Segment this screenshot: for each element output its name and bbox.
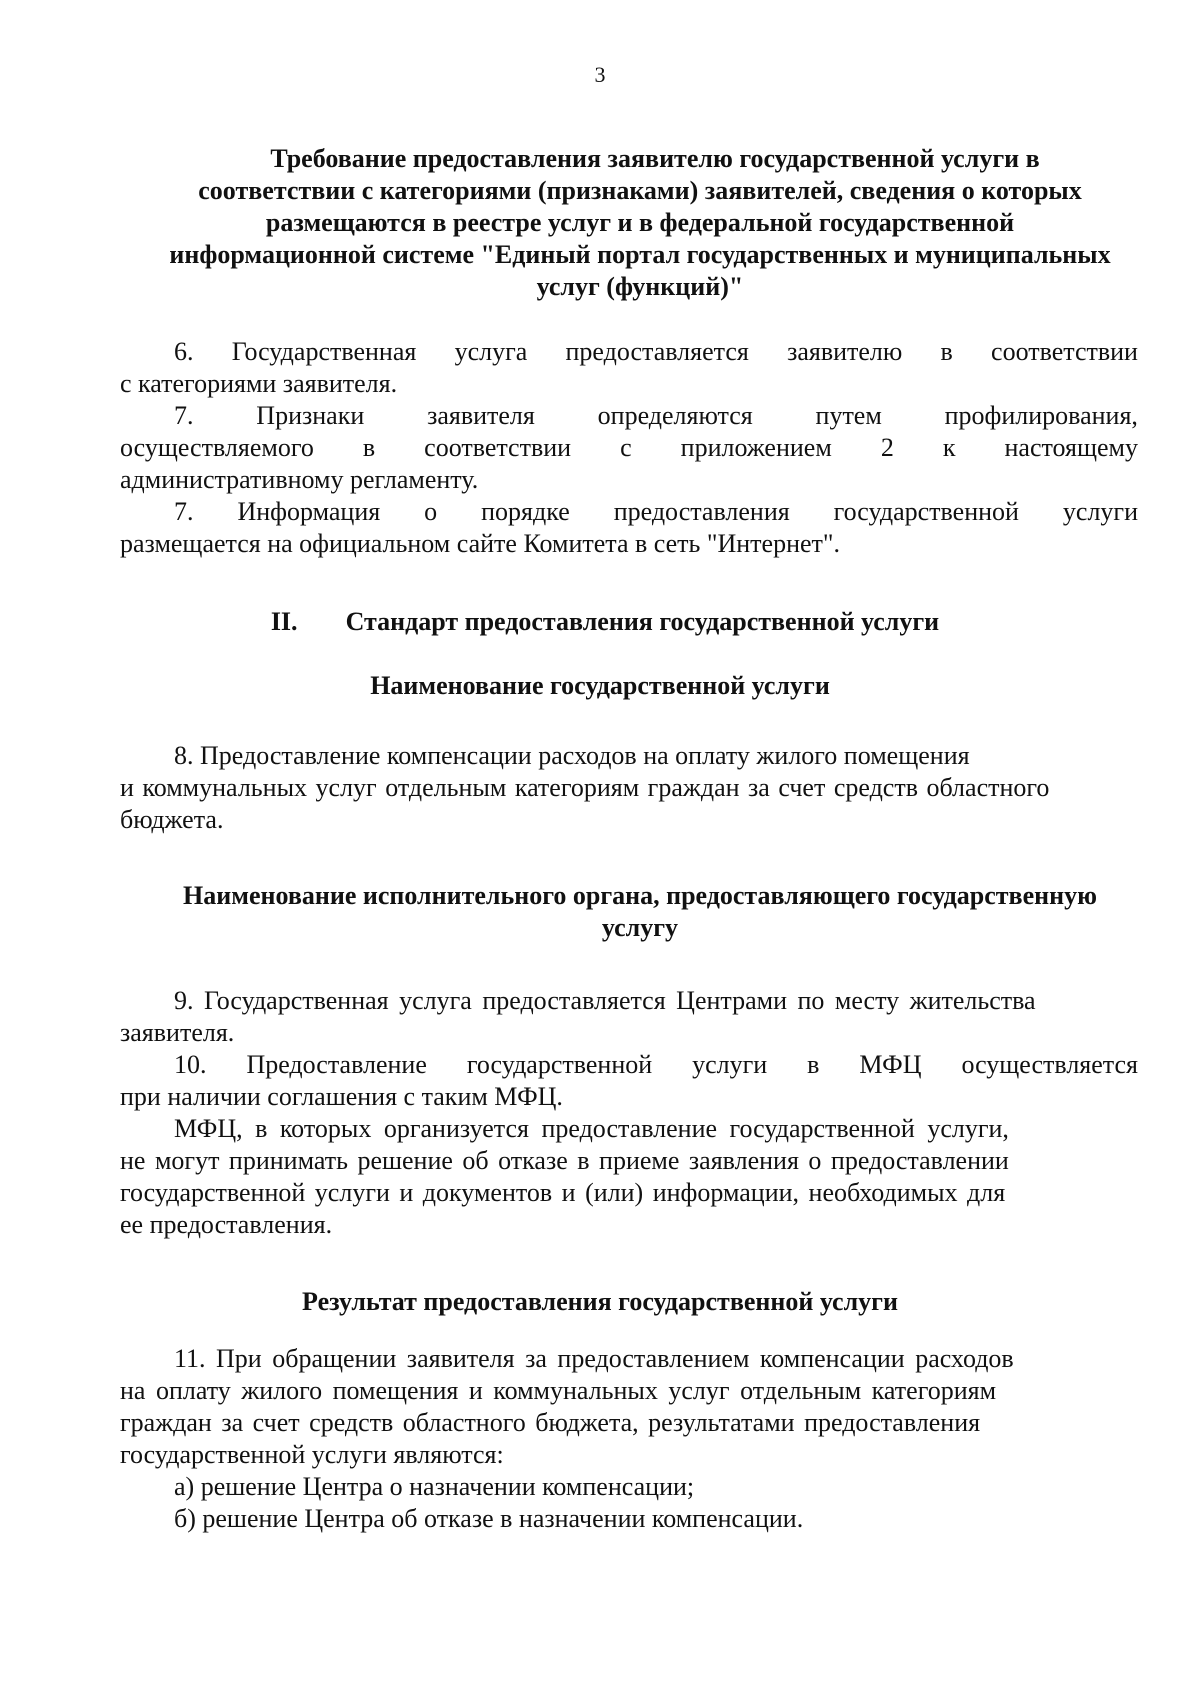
section-2-title — [0, 606, 1200, 638]
paragraph-line: с категориями заявителя. — [120, 369, 398, 398]
paragraph-line: и коммунальных услуг отдельным категориям граждан за счет средств областного — [120, 773, 1050, 802]
paragraph-line — [120, 400, 1138, 432]
paragraph-line: 9. Государственная услуга предоставляется Центрами по месту жительства — [174, 986, 1036, 1015]
paragraph-9 — [120, 985, 1138, 1049]
section-title-text: Стандарт предоставления государственной услуги — [345, 607, 940, 636]
paragraph-line: при наличии соглашения с таким МФЦ. — [120, 1082, 563, 1111]
paragraph-line: размещается на официальном сайте Комитета в сеть "Интернет". — [120, 529, 841, 558]
word: 10. — [174, 1050, 207, 1079]
paragraph-line: граждан за счет средств областного бюджета, результатами предоставления — [120, 1408, 981, 1437]
word: Информация — [237, 497, 381, 526]
page-number: 3 — [594, 62, 606, 87]
heading-line: информационной системе "Единый портал государственных и муниципальных — [169, 240, 1111, 269]
paragraph-11 — [120, 1343, 1138, 1535]
word: предоставляется — [565, 337, 749, 366]
word: государственной — [466, 1050, 653, 1079]
paragraph-line: 8. Предоставление компенсации расходов на оплату жилого помещения — [174, 741, 970, 770]
paragraph-line — [120, 432, 1138, 464]
word: услуги — [692, 1050, 768, 1079]
paragraph-8 — [120, 740, 1138, 836]
word: с — [620, 433, 632, 462]
word: о — [424, 497, 438, 526]
word: путем — [815, 401, 882, 430]
paragraph-10 — [120, 1049, 1138, 1113]
paragraph-line: 11. При обращении заявителя за предоставлением компенсации расходов — [174, 1344, 1014, 1373]
word: Государственная — [231, 337, 417, 366]
heading-requirement — [110, 143, 1170, 303]
word: приложением — [680, 433, 832, 462]
heading-line: соответствии с категориями (признаками) заявителей, сведения о которых — [198, 176, 1082, 205]
paragraph-line: МФЦ, в которых организуется предоставление государственной услуги, — [174, 1114, 1009, 1143]
paragraph-line: государственной услуги являются: — [120, 1440, 504, 1469]
paragraph-7b — [120, 496, 1138, 560]
word: профилирования, — [944, 401, 1138, 430]
heading-service-name: Наименование государственной услуги — [370, 671, 830, 700]
word: к — [942, 433, 956, 462]
word: МФЦ — [859, 1050, 922, 1079]
word: определяются — [597, 401, 753, 430]
heading-line: услугу — [601, 913, 679, 942]
paragraph-mfc — [120, 1113, 1138, 1241]
word: соответствии — [424, 433, 572, 462]
word: порядке — [481, 497, 570, 526]
word: Признаки — [256, 401, 365, 430]
word: 6. — [174, 337, 194, 366]
word: в — [807, 1050, 820, 1079]
word: услуги — [1062, 497, 1138, 526]
paragraph-line: ее предоставления. — [120, 1210, 333, 1239]
word: 7. — [174, 401, 194, 430]
paragraph-7 — [120, 400, 1138, 496]
word: осуществляемого — [120, 433, 314, 462]
paragraph-line: административному регламенту. — [120, 465, 479, 494]
word: осуществляется — [961, 1050, 1138, 1079]
list-item-b: б) решение Центра об отказе в назначении компенсации. — [174, 1504, 804, 1533]
heading-line: Наименование исполнительного органа, предоставляющего государственную — [183, 881, 1097, 910]
heading-line: Требование предоставления заявителю государственной услуги в — [270, 144, 1040, 173]
word: в — [940, 337, 953, 366]
heading-executive-organ — [110, 880, 1170, 944]
paragraph-line: на оплату жилого помещения и коммунальных услуг отдельным категориям — [120, 1376, 997, 1405]
paragraph-6 — [120, 336, 1138, 400]
word: 7. — [174, 497, 194, 526]
paragraph-line — [120, 1049, 1138, 1081]
word: Предоставление — [246, 1050, 427, 1079]
paragraph-line: заявителя. — [120, 1018, 235, 1047]
word: государственной — [833, 497, 1019, 526]
heading-line: услуг (функций)" — [536, 272, 744, 301]
word: заявителя — [427, 401, 535, 430]
heading-result: Результат предоставления государственной услуги — [302, 1287, 898, 1316]
word: 2 — [880, 433, 894, 462]
paragraph-line: государственной услуги и документов и (или) информации, необходимых для — [120, 1178, 1006, 1207]
paragraph-line: бюджета. — [120, 805, 224, 834]
paragraph-line — [120, 496, 1138, 528]
word: соответствии — [991, 337, 1138, 366]
word: предоставления — [613, 497, 790, 526]
heading-line: размещаются в реестре услуг и в федеральной государственной — [265, 208, 1015, 237]
section-number: II. — [270, 607, 298, 636]
list-item-a: а) решение Центра о назначении компенсации; — [174, 1472, 695, 1501]
word: заявителю — [787, 337, 903, 366]
paragraph-line — [120, 336, 1138, 368]
paragraph-line: не могут принимать решение об отказе в приеме заявления о предоставлении — [120, 1146, 1009, 1175]
word: настоящему — [1004, 433, 1138, 462]
word: услуга — [454, 337, 528, 366]
word: в — [362, 433, 376, 462]
